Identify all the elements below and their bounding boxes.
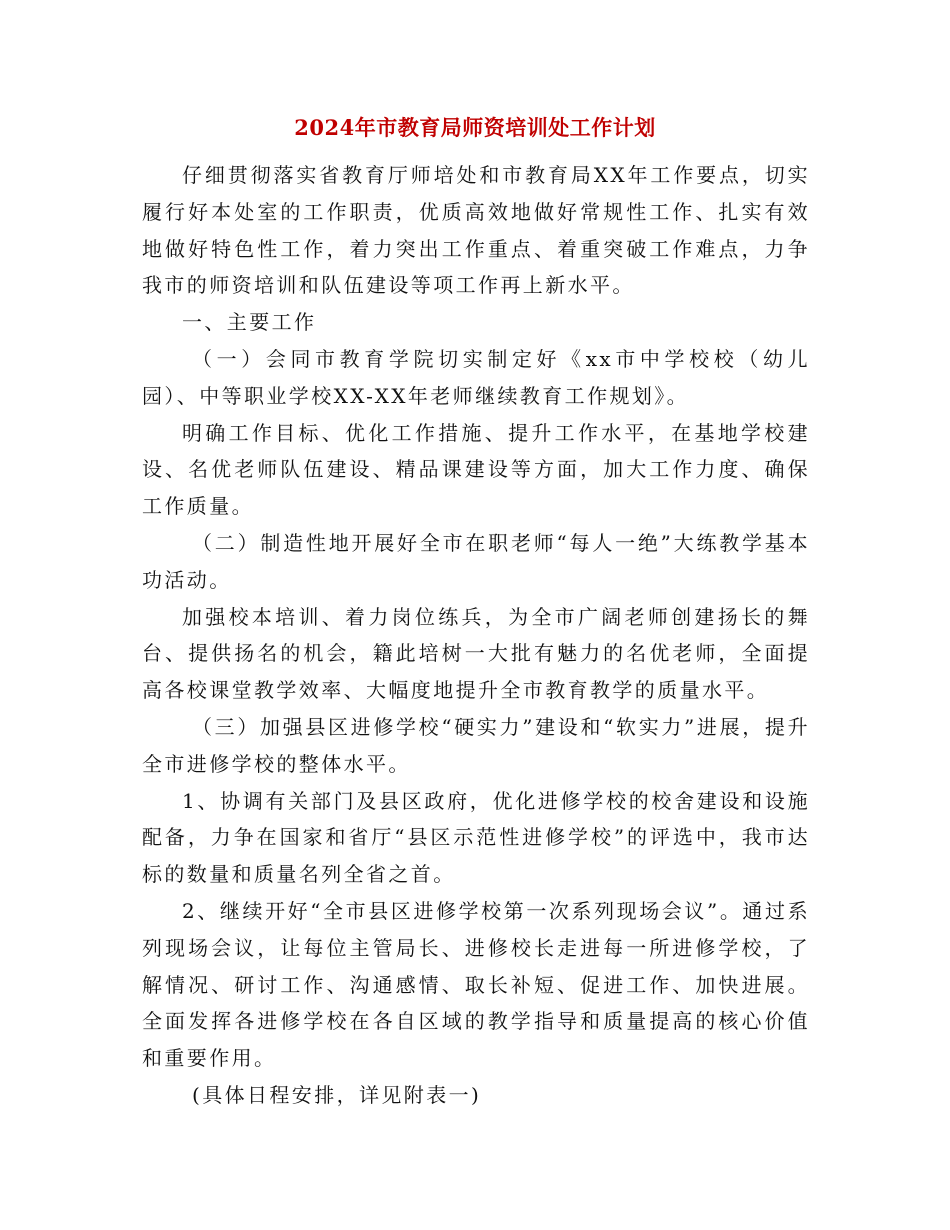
paragraph-item-3-point-2: 2、继续开好“全市县区进修学校第一次系列现场会议”。通过系列现场会议，让每位主管局长、进修校长走进每一所进修学校，了解情况、研讨工作、沟通感情、取长补短、促进工作、加快进展。全面发挥各进修学校在各自区域的教学指导和质量提高的核心价值和重要作用。: [142, 898, 810, 1071]
paragraph-item-1-detail: 明确工作目标、优化工作措施、提升工作水平，在基地学校建设、名优老师队伍建设、精品课建设等方面，加大工作力度、确保工作质量。: [142, 420, 810, 519]
paragraph-intro: 仔细贯彻落实省教育厅师培处和市教育局XX年工作要点，切实履行好本处室的工作职责，优质高效地做好常规性工作、扎实有效地做好特色性工作，着力突出工作重点、着重突破工作难点，力争我市的师资培训和队伍建设等项工作再上新水平。: [142, 163, 810, 298]
paragraph-item-1: （一）会同市教育学院切实制定好《xx市中学校校（幼儿园）、中等职业学校XX-XX年老师继续教育工作规划》。: [142, 346, 810, 408]
paragraph-item-2: （二）制造性地开展好全市在职老师“每人一绝”大练教学基本功活动。: [142, 530, 810, 592]
paragraph-item-3-point-1: 1、协调有关部门及县区政府，优化进修学校的校舍建设和设施配备，力争在国家和省厅“县区示范性进修学校”的评选中，我市达标的数量和质量名列全省之首。: [142, 788, 810, 887]
section-heading-main-work: 一、主要工作: [182, 310, 317, 335]
document-title: 2024年市教育局师资培训处工作计划: [294, 115, 656, 140]
paragraph-item-2-detail: 加强校本培训、着力岗位练兵，为全市广阔老师创建扬长的舞台、提供扬名的机会，籍此培树一大批有魅力的名优老师，全面提高各校课堂教学效率、大幅度地提升全市教育教学的质量水平。: [142, 604, 810, 703]
paragraph-item-3: （三）加强县区进修学校“硬实力”建设和“软实力”进展，提升全市进修学校的整体水平。: [142, 714, 810, 776]
document-body: [142, 157, 810, 1114]
paragraph-schedule-note: (具体日程安排，详见附表一): [192, 1082, 482, 1107]
